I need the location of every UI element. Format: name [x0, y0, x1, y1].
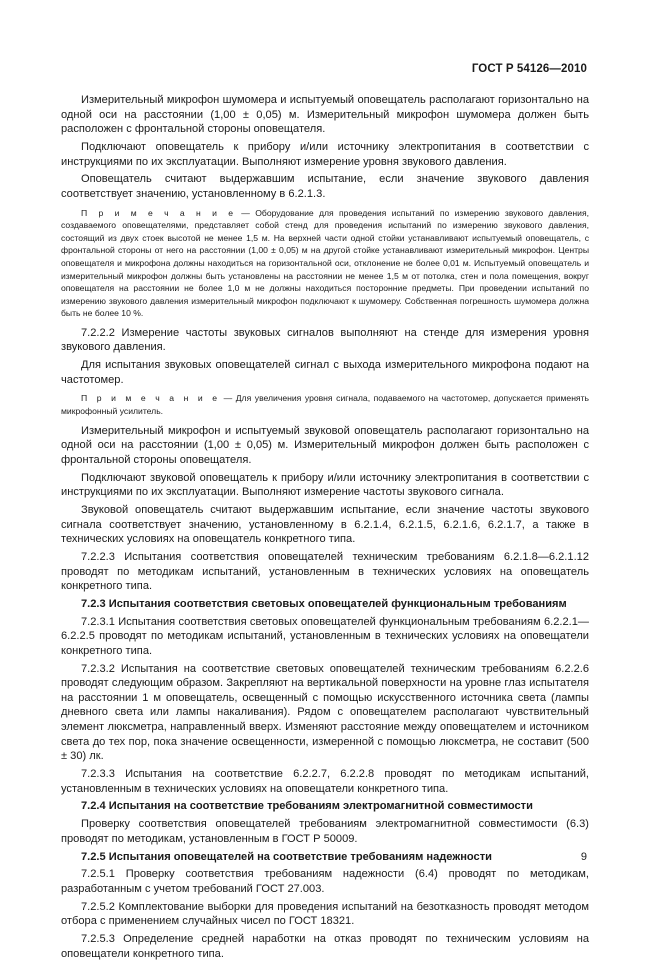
section-heading: 7.2.5 Испытания оповещателей на соответствие требованиям надежности	[81, 850, 492, 863]
note-label: П р и м е ч а н и е	[81, 207, 236, 218]
section-heading: 7.2.3 Испытания соответствия световых оповещателей функциональным требованиям	[81, 597, 567, 610]
document-body	[61, 93, 589, 964]
note	[61, 207, 589, 320]
paragraph: Звуковой оповещатель считают выдержавшим испытание, если значение частоты звукового сигнала соответствует значению, установленному в 6.2.1.4, 6.2.1.5, 6.2.1.6, 6.2.1.7, а также в технических условиях на оповещатель конкретного типа.	[61, 503, 589, 546]
document-header: ГОСТ Р 54126—2010	[471, 63, 587, 75]
paragraph: 7.2.3.1 Испытания соответствия световых оповещателей функциональным требованиям 6.2.2.1—6.2.2.5 проводят по методикам испытаний, установленным в технических условиях на оповещатели конкретного типа.	[61, 615, 589, 657]
note-label: П р и м е ч а н и е	[81, 393, 221, 404]
paragraph: Оповещатель считают выдержавшим испытание, если значение звукового давления соответствует значению, установленному в 6.2.1.3.	[61, 173, 589, 200]
paragraph: 7.2.5.2 Комплектование выборки для проведения испытаний на безотказность проводят методом отбора с применением случайных чисел по ГОСТ 18321.	[61, 900, 589, 928]
note-text: — Для увеличения уровня сигнала, подаваемого на частотомер, допускается применять микрофонный усилитель.	[61, 393, 590, 417]
paragraph: 7.2.3.3 Испытания на соответствие 6.2.2.7, 6.2.2.8 проводят по методикам испытаний, установленным в технических условиях на оповещатели конкретного типа.	[61, 768, 589, 795]
paragraph: 7.2.3.2 Испытания на соответствие световых оповещателей техническим требованиям 6.2.2.6 проводят следующим образом. Закрепляют на вертикальной поверхности на уровне глаз испытателя на расстоянии 1 м оповещатель, освещенный с помощью искусственного источника света (лампы дневного света или лампы накаливания). Рядом с оповещателем располагают чувствительный элемент люксметра, направленный вверх. Изменяют расстояние между оповещателем и источником света до тех пор, пока значение освещенности, измеренной с помощью люксметра, не составит (500 ± 30) лк.	[61, 662, 589, 763]
paragraph: Измерительный микрофон шумомера и испытуемый оповещатель располагают горизонтально на одной оси на расстоянии (1,00 ± 0,05) м. Измерительный микрофон шумомера должен быть расположен с фронтальной стороны оповещателя.	[61, 94, 589, 136]
paragraph: 7.2.5.3 Определение средней наработки на отказ проводят по техническим условиям на оповещатели конкретного типа.	[61, 933, 589, 960]
paragraph: Измерительный микрофон и испытуемый звуковой оповещатель располагают горизонтально на одной оси на расстоянии (1,00 ± 0,05) м. Измерительный микрофон должен быть расположен с фронтальной стороны оповещателя.	[61, 424, 589, 466]
note-text: — Оборудование для проведения испытаний по измерению звукового давления, создаваемого оповещателями, представляет собой стенд для проведения испытаний по измерению звукового давления, состоящий из двух стоек высотой не менее 1,5 м. На верхней части одной стойки устанавливают испытуемый оповещатель, с фронтальной стороны от него на расстоянии (1,00 ± 0,05) м на другой стойке устанавливают измерительный микрофон. Центры оповещателя и микрофона должны находиться на горизонтальной оси, отклонение не более 0,01 м. Испытуемый оповещатель и измерительный микрофон должны быть установлены на расстоянии не менее 1,5 м от потолка, стен и пола помещения, вокруг оповещателя на расстоянии не более 1,0 м не должны находиться посторонние предметы. При проведении испытаний по измерению звукового давления измерительный микрофон подключают к шумомеру. Собственная погрешность шумомера должна быть не более 10 %.	[61, 207, 589, 319]
paragraph: Для испытания звуковых оповещателей сигнал с выхода измерительного микрофона подают на частотомер.	[61, 359, 589, 386]
section-heading: 7.2.4 Испытания на соответствие требованиям электромагнитной совместимости	[81, 800, 533, 813]
paragraph: 7.2.2.2 Измерение частоты звуковых сигналов выполняют на стенде для измерения уровня звукового давления.	[61, 326, 589, 354]
note	[61, 392, 589, 417]
paragraph: Подключают звуковой оповещатель к прибору и/или источнику электропитания в соответствии с инструкциями по их эксплуатации. Выполняют измерение частоты звукового сигнала.	[61, 471, 589, 499]
page-number: 9	[580, 851, 587, 863]
paragraph: 7.2.5.1 Проверку соответствия требованиям надежности (6.4) проводят по методикам, разработанным с учетом требований ГОСТ 27.003.	[61, 868, 589, 895]
paragraph: Подключают оповещатель к прибору и/или источнику электропитания в соответствии с инструкциями по их эксплуатации. Выполняют измерение уровня звукового давления.	[61, 140, 589, 168]
paragraph: 7.2.2.3 Испытания соответствия оповещателей техническим требованиям 6.2.1.8—6.2.1.12 проводят по методикам испытаний, установленным в технических условиях на оповещатель конкретного типа.	[61, 550, 589, 593]
paragraph: Проверку соответствия оповещателей требованиям электромагнитной совместимости (6.3) проводят по методикам, установленным в ГОСТ Р 50009.	[61, 818, 589, 845]
